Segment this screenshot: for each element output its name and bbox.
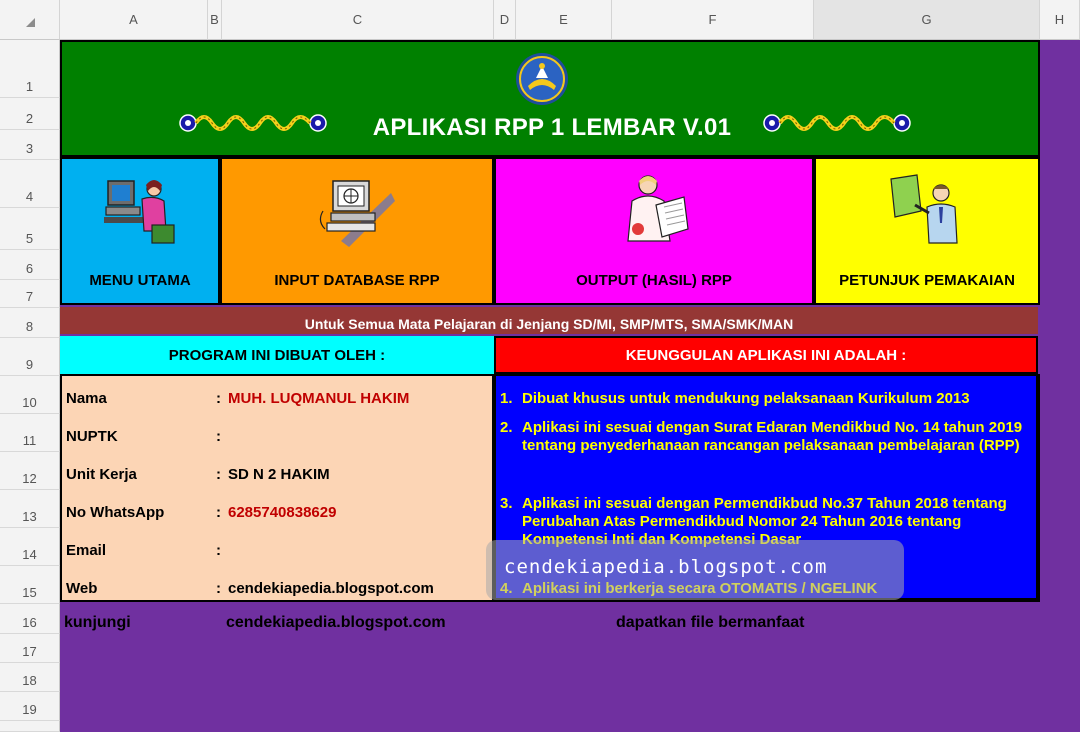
left-ornament-icon (178, 108, 328, 138)
subtitle-bar: Untuk Semua Mata Pelajaran di Jenjang SD/MI, SMP/MTS, SMA/SMK/MAN (60, 307, 1038, 334)
row-header-16[interactable]: 16 (0, 604, 60, 634)
column-header-c[interactable]: C (222, 0, 494, 40)
column-header-d[interactable]: D (494, 0, 516, 40)
column-header-f[interactable]: F (612, 0, 814, 40)
author-label-email: Email (66, 542, 107, 559)
footer-site-link[interactable]: cendekiapedia.blogspot.com (226, 614, 446, 631)
title-banner (60, 40, 1040, 157)
author-colon-whatsapp: : (216, 504, 221, 521)
author-value-web: cendekiapedia.blogspot.com (228, 580, 434, 597)
row-header-12[interactable]: 12 (0, 452, 60, 490)
row-header-4[interactable]: 4 (0, 160, 60, 208)
right-ornament-icon (762, 108, 912, 138)
advantage-item (500, 390, 1030, 408)
computer-user-icon (100, 171, 180, 249)
row-header-9[interactable]: 9 (0, 338, 60, 376)
advantages-header: KEUNGGULAN APLIKASI INI ADALAH : (494, 336, 1038, 374)
column-header-a[interactable]: A (60, 0, 208, 40)
page-title: APLIKASI RPP 1 LEMBAR V.01 (372, 114, 732, 141)
author-value-nama: MUH. LUQMANUL HAKIM (228, 390, 410, 407)
advantage-text: Aplikasi ini sesuai dengan Permendikbud No.37 Tahun 2018 tentang Perubahan Atas Permendikbud Nomor 24 Tahun 2016 tentang (522, 495, 1007, 530)
output-hasil-label: OUTPUT (HASIL) RPP (576, 272, 732, 289)
menu-utama-label: MENU UTAMA (89, 272, 191, 289)
author-info-box (60, 374, 494, 602)
row-header-18[interactable]: 18 (0, 663, 60, 692)
advantage-number: 1. (500, 390, 513, 407)
watermark: cendekiapedia.blogspot.com (486, 540, 904, 600)
author-colon-nama: : (216, 390, 221, 407)
footer-visit-text: kunjungi (64, 614, 131, 631)
input-database-button[interactable] (220, 157, 494, 305)
input-database-label: INPUT DATABASE RPP (274, 272, 440, 289)
author-label-unit-kerja: Unit Kerja (66, 466, 137, 483)
row-header-3[interactable]: 3 (0, 130, 60, 160)
column-header-h[interactable]: H (1040, 0, 1080, 40)
row-header-1[interactable]: 1 (0, 40, 60, 98)
advantage-number: 2. (500, 419, 513, 436)
column-header-e[interactable]: E (516, 0, 612, 40)
petunjuk-pemakaian-label: PETUNJUK PEMAKAIAN (839, 272, 1015, 289)
row-header-11[interactable]: 11 (0, 414, 60, 452)
row-header-6[interactable]: 6 (0, 250, 60, 280)
author-colon-nuptk: : (216, 428, 221, 445)
author-value-unit-kerja: SD N 2 HAKIM (228, 466, 330, 483)
computer-monitor-icon (317, 171, 397, 249)
footer-get-text: dapatkan file bermanfaat (616, 614, 805, 631)
author-colon-unit-kerja: : (216, 466, 221, 483)
row-header-8[interactable]: 8 (0, 308, 60, 338)
row-header-7[interactable]: 7 (0, 280, 60, 308)
select-all-corner[interactable] (0, 0, 60, 40)
row-header-14[interactable]: 14 (0, 528, 60, 566)
row-header-10[interactable]: 10 (0, 376, 60, 414)
row-header-20[interactable] (0, 721, 60, 732)
presenter-icon (887, 171, 967, 249)
row-header-13[interactable]: 13 (0, 490, 60, 528)
advantage-item (500, 419, 1030, 455)
author-header: PROGRAM INI DIBUAT OLEH : (60, 336, 494, 374)
petunjuk-pemakaian-button[interactable] (814, 157, 1040, 305)
row-header-5[interactable]: 5 (0, 208, 60, 250)
author-label-nama: Nama (66, 390, 107, 407)
author-colon-email: : (216, 542, 221, 559)
author-label-web: Web (66, 580, 98, 597)
advantage-number: 3. (500, 495, 513, 512)
author-label-whatsapp: No WhatsApp (66, 504, 165, 521)
row-header-2[interactable]: 2 (0, 98, 60, 130)
advantage-text: Dibuat khusus untuk mendukung pelaksanaan Kurikulum 2013 (522, 390, 970, 407)
column-header-g[interactable]: G (814, 0, 1040, 40)
column-header-b[interactable]: B (208, 0, 222, 40)
author-value-whatsapp: 6285740838629 (228, 504, 337, 521)
author-label-nuptk: NUPTK (66, 428, 118, 445)
row-header-15[interactable]: 15 (0, 566, 60, 604)
tut-wuri-handayani-logo-icon (514, 52, 570, 106)
author-colon-web: : (216, 580, 221, 597)
advantage-text: Aplikasi ini sesuai dengan Surat Edaran Mendikbud No. 14 tahun 2019 tentang penyederhanaan rancangan pelaksanaan pembelajaran (RPP) (522, 419, 1023, 454)
output-hasil-button[interactable] (494, 157, 814, 305)
row-header-17[interactable]: 17 (0, 634, 60, 663)
select-all-triangle-icon (26, 18, 35, 27)
menu-utama-button[interactable] (60, 157, 220, 305)
document-reader-icon (614, 171, 694, 249)
row-header-19[interactable]: 19 (0, 692, 60, 721)
